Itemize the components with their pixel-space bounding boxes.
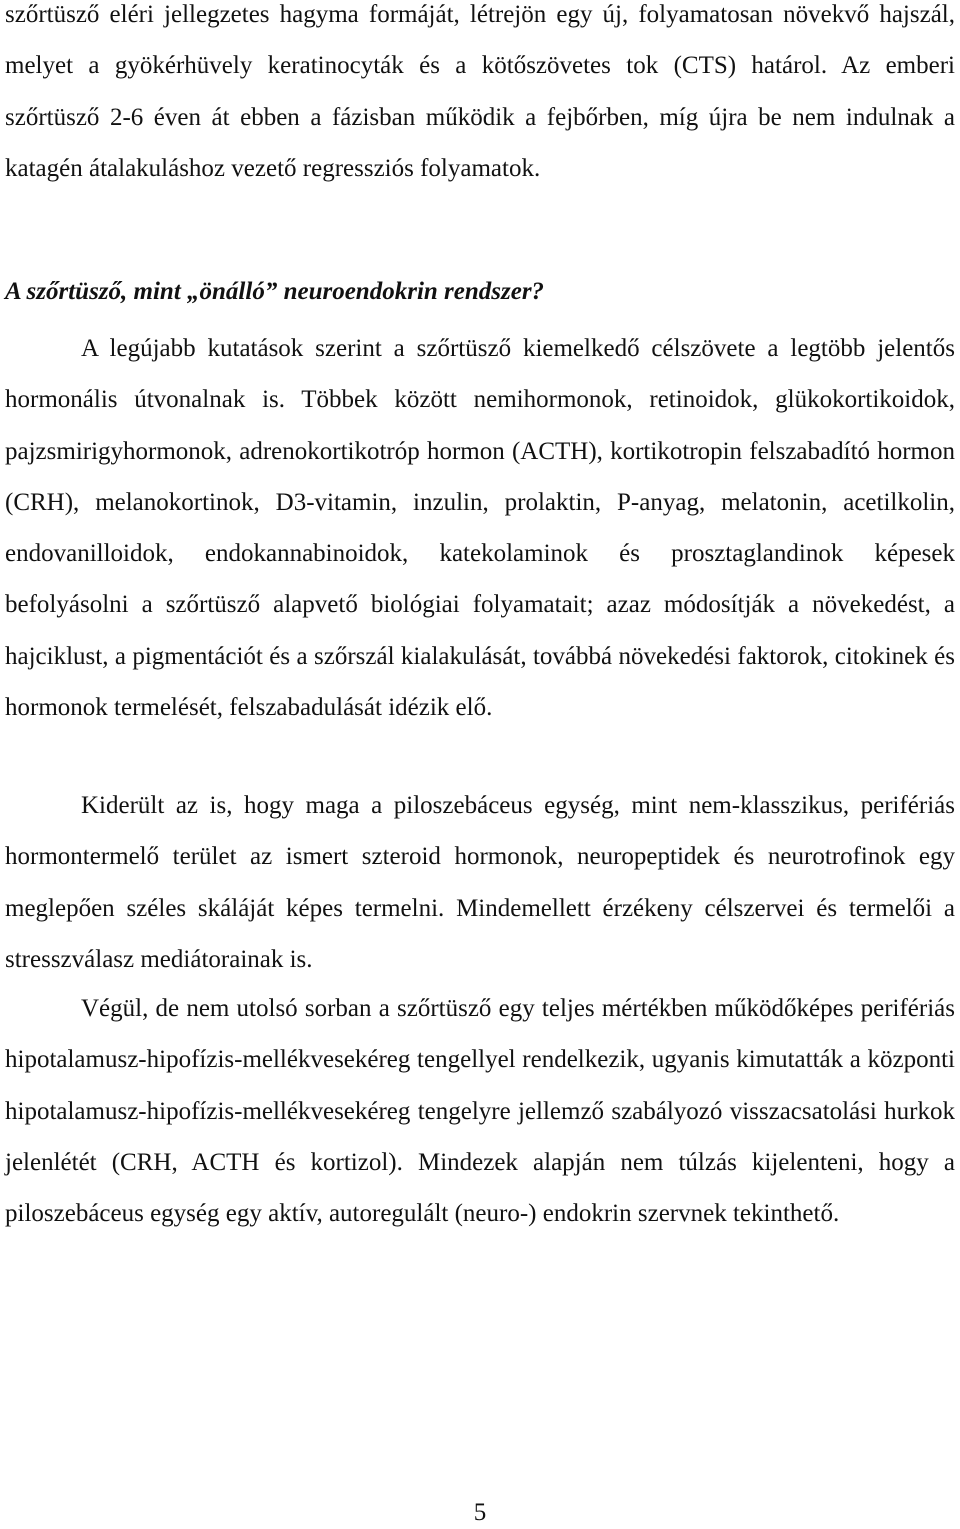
paragraph-hair-cycle-anagen: szőrtüsző eléri jellegzetes hagyma formáját, létrejön egy új, folyamatosan növekvő hajszál, melyet a gyökérhüvely keratinocyták és a kötőszövetes tok (CTS) határol. Az emberi szőrtüsző 2-6 éven át ebben a fázisban működik a fejbőrben, míg újra be nem indulnak a katagén átalakuláshoz vezető regressziós folyamatok. (5, 1, 955, 182)
paragraph-hpa-axis: Végül, de nem utolsó sorban a szőrtüsző egy teljes mértékben működőképes perifériás hipotalamusz-hipofízis-mellékvesekéreg tengellyel rendelkezik, ugyanis kimutatták a központi hipotalamusz-hipofízis-mellékvesekéreg tengelyre jellemző szabályozó visszacsatolási hurkok jelenlétét (CRH, ACTH és kortizol). Mindezek alapján nem túlzás kijelenteni, hogy a piloszebáceus egység egy aktív, autoregulált (neuro-) endokrin szervnek tekinthető. (5, 995, 955, 1228)
paragraph-peripheral-hormone-production: Kiderült az is, hogy maga a piloszebáceus egység, mint nem-klasszikus, perifériás hormontermelő terület az ismert szteroid hormonok, neuropeptidek és neurotrofinok egy meglepően széles skáláját képes termelni. Mindemellett érzékeny célszervei és termelői a stresszválasz mediátorainak is. (5, 792, 955, 973)
paragraph-hormonal-pathways: A legújabb kutatások szerint a szőrtüsző kiemelkedő célszövete a legtöbb jelentős hormonális útvonalnak is. Többek között nemihormonok, retinoidok, glükokortikoidok, pajzsmirigyhormonok, adrenokortikotróp hormon (ACTH), kortikotropin felszabadító hormon (CRH), melanokortinok, D3-vitamin, inzulin, prolaktin, P-anyag, melatonin, acetilkolin, endovanilloidok, endokannabinoidok, katekolaminok és prosztaglandinok képesek befolyásolni a szőrtüsző alapvető biológiai folyamatait; azaz módosítják a növekedést, a hajciklust, a pigmentációt és a szőrszál kialakulását, továbbá növekedési faktorok, citokinek és hormonok termelését, felszabadulását idézik elő. (5, 335, 955, 722)
section-heading: A szőrtüsző, mint „önálló” neuroendokrin rendszer? (5, 278, 545, 305)
page-number: 5 (473, 1499, 487, 1526)
